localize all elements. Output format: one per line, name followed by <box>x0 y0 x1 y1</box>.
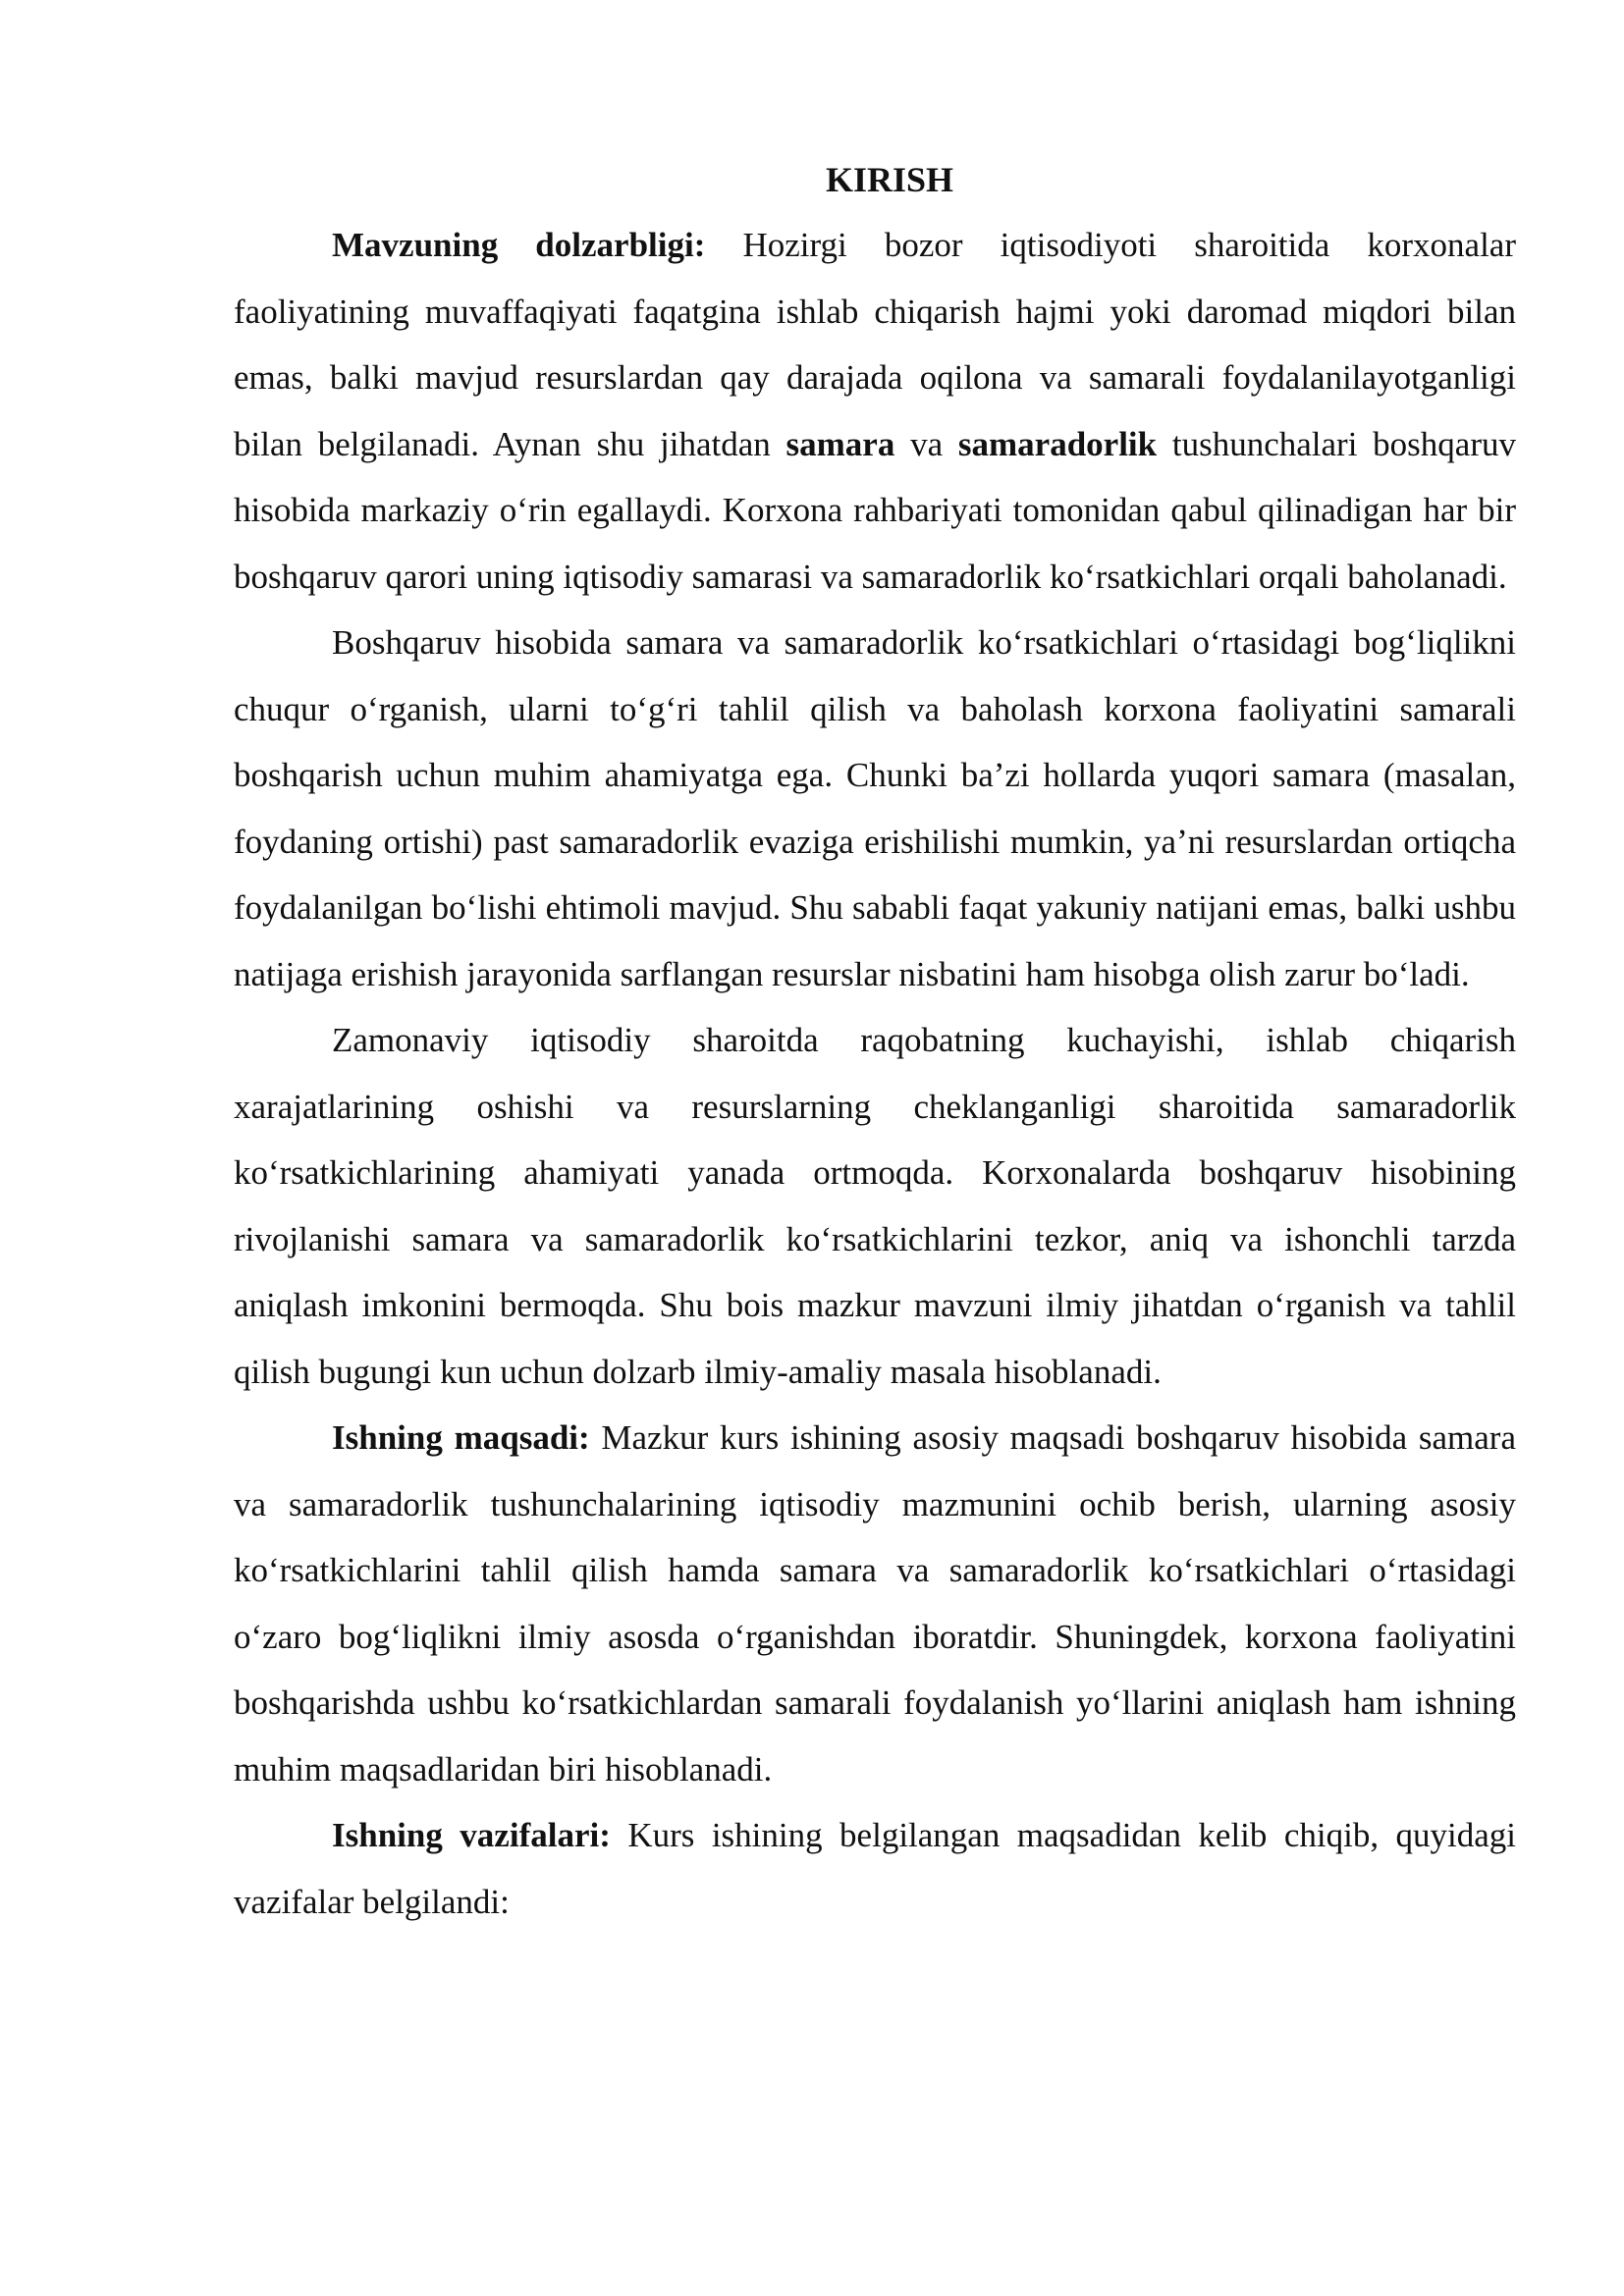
paragraph-modern-conditions: Zamonaviy iqtisodiy sharoitda raqobatning kuchayishi, ishlab chiqarish xarajatlarining oshishi va resurslarning cheklanganligi sharoitida samaradorlik koʻrsatkichlarining ahamiyati yanada ortmoqda. Korxonalarda boshqaruv hisobining rivojlanishi samara va samaradorlik koʻrsatkichlarini tezkor, aniq va ishonchli tarzda aniqlash imkonini bermoqda. Shu bois mazkur mavzuni ilmiy jihatdan oʻrganish va tahlil qilish bugungi kun uchun dolzarb ilmiy-amaliy masala hisoblanadi. <box>234 1021 1516 1391</box>
term-samaradorlik: samaradorlik <box>957 424 1158 463</box>
paragraph-relevance <box>234 212 1516 610</box>
relevance-text-3: tushunchalari boshqaruv hisobida markaziy oʻrin egallaydi. Korxona rahbariyati tomonidan qabul qilinadigan har bir boshqaruv qarori uning iqtisodiy samarasi va samaradorlik koʻrsatkichlari orqali baholanadi. <box>234 424 1516 596</box>
term-samara: samara <box>785 424 895 463</box>
purpose-text: Mazkur kurs ishining asosiy maqsadi boshqaruv hisobida samara va samaradorlik tushunchalarining iqtisodiy mazmunini ochib berish, ularning asosiy koʻrsatkichlarini tahlil qilish hamda samara va samaradorlik koʻrsatkichlari oʻrtasidagi oʻzaro bogʻliqlikni ilmiy asosda oʻrganishdan iboratdir. Shuningdek, korxona faoliyatini boshqarishda ushbu koʻrsatkichlardan samarali foydalanish yoʻllarini aniqlash ham ishning muhim maqsadlaridan biri hisoblanadi. <box>234 1418 1516 1789</box>
tasks-heading: Ishning vazifalari: <box>332 1816 611 1854</box>
paragraph-tasks <box>234 1802 1516 1935</box>
relevance-text-2: va <box>894 424 958 463</box>
relevance-heading: Mavzuning dolzarbligi: <box>332 226 706 264</box>
purpose-heading: Ishning maqsadi: <box>332 1418 590 1457</box>
paragraph-purpose <box>234 1405 1516 1802</box>
relevance-text-1: Hozirgi bozor iqtisodiyoti sharoitida korxonalar faoliyatining muvaffaqiyati faqatgina ishlab chiqarish hajmi yoki daromad miqdori bilan emas, balki mavjud resurslardan qay darajada oqilona va samarali foydalanilayotganligi bilan belgilanadi. Aynan shu jihatdan <box>234 226 1516 463</box>
tasks-text: Kurs ishining belgilangan maqsadidan kelib chiqib, quyidagi vazifalar belgilandi: <box>234 1816 1516 1921</box>
page-title: KIRISH <box>825 160 954 199</box>
paragraph-relationship: Boshqaruv hisobida samara va samaradorlik koʻrsatkichlari oʻrtasidagi bogʻliqlikni chuqur oʻrganish, ularni toʻgʻri tahlil qilish va baholash korxona faoliyatini samarali boshqarish uchun muhim ahamiyatga ega. Chunki baʼzi hollarda yuqori samara (masalan, foydaning ortishi) past samaradorlik evaziga erishilishi mumkin, yaʼni resurslardan ortiqcha foydalanilgan boʻlishi ehtimoli mavjud. Shu sababli faqat yakuniy natijani emas, balki ushbu natijaga erishish jarayonida sarflangan resurslar nisbatini ham hisobga olish zarur boʻladi. <box>234 623 1516 993</box>
